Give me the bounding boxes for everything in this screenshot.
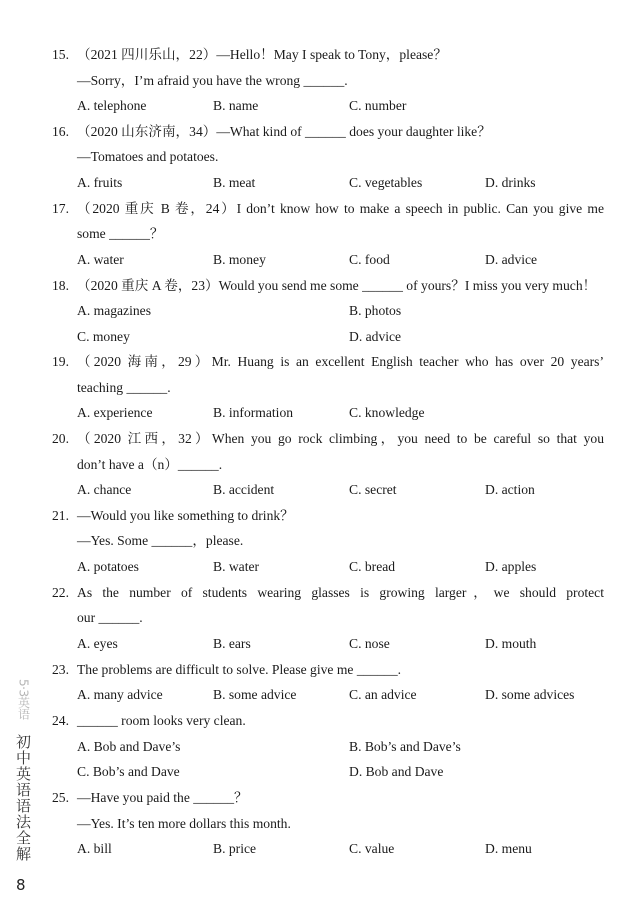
q20-line-1 bbox=[52, 428, 608, 450]
option-a[interactable]: A. bill bbox=[77, 841, 112, 856]
question-text: —Yes. Some ______，please. bbox=[77, 533, 244, 548]
book-title: 初中英语语法全解 bbox=[14, 734, 32, 862]
question-text: —Would you like something to drink？ bbox=[77, 508, 294, 523]
q16-line-2 bbox=[52, 146, 608, 168]
q21-line-2 bbox=[52, 530, 608, 552]
option-c[interactable]: C. an advice bbox=[349, 687, 417, 702]
q22-options bbox=[52, 633, 608, 655]
q24-options-row1 bbox=[52, 736, 608, 758]
question-text: —Tomatoes and potatoes. bbox=[77, 149, 219, 164]
brand-logo-text: 5·3英语 bbox=[16, 678, 31, 720]
q15-line-1 bbox=[52, 44, 608, 66]
option-c[interactable]: C. value bbox=[349, 841, 395, 856]
option-c[interactable]: C. money bbox=[77, 329, 130, 344]
option-a[interactable]: A. telephone bbox=[77, 98, 147, 113]
question-number: 17. bbox=[52, 201, 69, 216]
option-d[interactable]: D. action bbox=[485, 482, 535, 497]
question-text: our ______. bbox=[77, 610, 143, 625]
option-a[interactable]: A. eyes bbox=[77, 636, 118, 651]
question-text: —Yes. It’s ten more dollars this month. bbox=[77, 816, 291, 831]
q25-line-2 bbox=[52, 813, 608, 835]
question-text: don’t have a（n）______. bbox=[77, 457, 223, 472]
q23-line-1 bbox=[52, 659, 608, 681]
question-number: 24. bbox=[52, 713, 69, 728]
option-d[interactable]: D. drinks bbox=[485, 175, 536, 190]
option-c[interactable]: C. food bbox=[349, 252, 390, 267]
q21-line-1 bbox=[52, 505, 608, 527]
q24-options-row2 bbox=[52, 761, 608, 783]
question-number: 25. bbox=[52, 790, 69, 805]
question-number: 15. bbox=[52, 47, 69, 62]
option-b[interactable]: B. Bob’s and Dave’s bbox=[349, 739, 461, 754]
q20-options bbox=[52, 479, 608, 501]
q17-options bbox=[52, 249, 608, 271]
q18-options-row2 bbox=[52, 326, 608, 348]
q22-line-1 bbox=[52, 582, 608, 604]
q25-line-1 bbox=[52, 787, 608, 809]
question-number: 18. bbox=[52, 278, 69, 293]
option-a[interactable]: A. chance bbox=[77, 482, 132, 497]
option-c[interactable]: C. nose bbox=[349, 636, 390, 651]
option-c[interactable]: C. bread bbox=[349, 559, 396, 574]
question-text: some ______？ bbox=[77, 226, 164, 241]
option-d[interactable]: D. Bob and Dave bbox=[349, 764, 444, 779]
option-b[interactable]: B. money bbox=[213, 252, 266, 267]
q25-options bbox=[52, 838, 608, 860]
option-c[interactable]: C. vegetables bbox=[349, 175, 423, 190]
q23-options bbox=[52, 684, 608, 706]
option-d[interactable]: D. advice bbox=[349, 329, 402, 344]
question-number: 22. bbox=[52, 585, 69, 600]
option-b[interactable]: B. ears bbox=[213, 636, 251, 651]
q24-line-1 bbox=[52, 710, 608, 732]
question-text: teaching ______. bbox=[77, 380, 171, 395]
sidebar bbox=[12, 672, 34, 862]
option-d[interactable]: D. advice bbox=[485, 252, 538, 267]
option-c[interactable]: C. number bbox=[349, 98, 407, 113]
option-d[interactable]: D. menu bbox=[485, 841, 532, 856]
q17-line-2 bbox=[52, 223, 608, 245]
option-a[interactable]: A. magazines bbox=[77, 303, 151, 318]
question-number: 20. bbox=[52, 431, 69, 446]
option-b[interactable]: B. accident bbox=[213, 482, 275, 497]
q19-options bbox=[52, 402, 608, 424]
question-number: 21. bbox=[52, 508, 69, 523]
option-b[interactable]: B. photos bbox=[349, 303, 402, 318]
question-text: （2020 山东济南，34）—What kind of ______ does your daughter like？ bbox=[77, 124, 491, 139]
question-number: 16. bbox=[52, 124, 69, 139]
option-a[interactable]: A. Bob and Dave’s bbox=[77, 739, 181, 754]
q17-line-1 bbox=[52, 198, 608, 220]
q15-line-2 bbox=[52, 70, 608, 92]
q19-line-1 bbox=[52, 351, 608, 373]
option-d[interactable]: D. apples bbox=[485, 559, 537, 574]
option-c[interactable]: C. knowledge bbox=[349, 405, 425, 420]
option-c[interactable]: C. secret bbox=[349, 482, 397, 497]
q18-options-row1 bbox=[52, 300, 608, 322]
question-text: The problems are difficult to solve. Please give me ______. bbox=[77, 662, 402, 677]
q22-line-2 bbox=[52, 607, 608, 629]
option-b[interactable]: B. some advice bbox=[213, 687, 297, 702]
question-text: （2020 重庆 B 卷，24）I don’t know how to make a speech in public. Can you give me bbox=[77, 201, 604, 216]
q21-options bbox=[52, 556, 608, 578]
question-number: 23. bbox=[52, 662, 69, 677]
q18-line-1 bbox=[52, 275, 608, 297]
question-text: As the number of students wearing glasses is growing larger，we should protect bbox=[77, 585, 604, 600]
option-b[interactable]: B. meat bbox=[213, 175, 256, 190]
page-number: 8 bbox=[16, 876, 26, 894]
q20-line-2 bbox=[52, 454, 608, 476]
option-b[interactable]: B. water bbox=[213, 559, 260, 574]
option-a[interactable]: A. fruits bbox=[77, 175, 123, 190]
option-a[interactable]: A. experience bbox=[77, 405, 153, 420]
option-a[interactable]: A. water bbox=[77, 252, 124, 267]
q19-line-2 bbox=[52, 377, 608, 399]
option-a[interactable]: A. many advice bbox=[77, 687, 163, 702]
question-text: —Sorry，I’m afraid you have the wrong ______. bbox=[77, 73, 348, 88]
question-text: （2020 江西，32）When you go rock climbing，you need to be careful so that you bbox=[77, 431, 604, 446]
option-b[interactable]: B. name bbox=[213, 98, 259, 113]
option-a[interactable]: A. potatoes bbox=[77, 559, 139, 574]
q16-options bbox=[52, 172, 608, 194]
option-b[interactable]: B. information bbox=[213, 405, 294, 420]
question-number: 19. bbox=[52, 354, 69, 369]
option-d[interactable]: D. mouth bbox=[485, 636, 537, 651]
q16-line-1 bbox=[52, 121, 608, 143]
option-b[interactable]: B. price bbox=[213, 841, 257, 856]
question-text: ______ room looks very clean. bbox=[77, 713, 246, 728]
question-text: （2021 四川乐山，22）—Hello！May I speak to Tony，please？ bbox=[77, 47, 447, 62]
option-c[interactable]: C. Bob’s and Dave bbox=[77, 764, 180, 779]
question-text: （2020 海南，29）Mr. Huang is an excellent English teacher who has over 20 years’ bbox=[77, 354, 604, 369]
question-text: —Have you paid the ______？ bbox=[77, 790, 248, 805]
q15-options bbox=[52, 95, 608, 117]
question-text: （2020 重庆 A 卷，23）Would you send me some ______ of yours？I miss you very much！ bbox=[77, 278, 597, 293]
option-d[interactable]: D. some advices bbox=[485, 687, 575, 702]
